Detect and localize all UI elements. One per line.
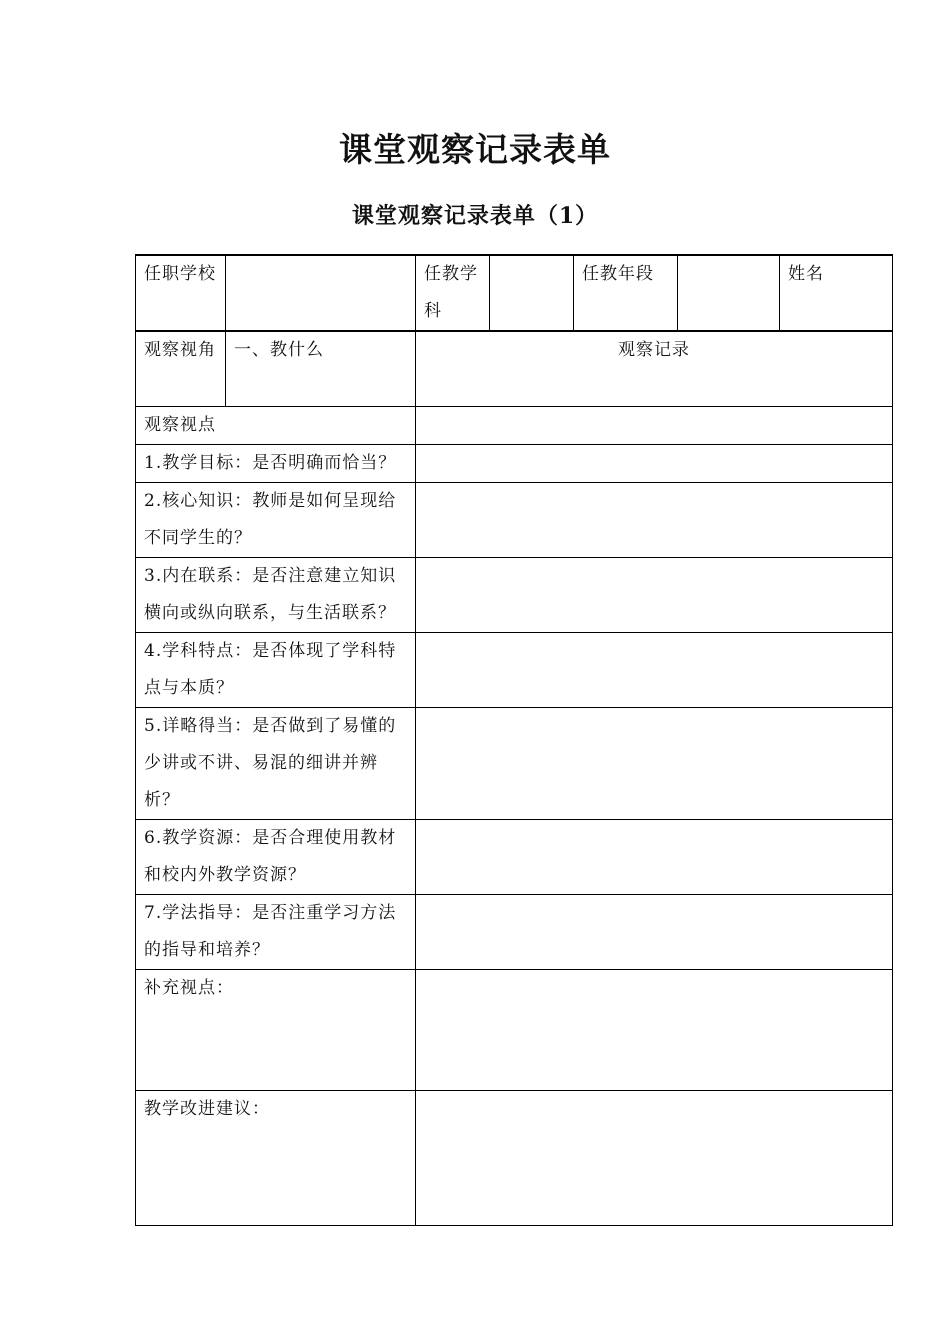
point-record-field[interactable] — [416, 557, 893, 632]
subject-label: 任教学科 — [416, 255, 490, 331]
record-header: 观察记录 — [416, 331, 893, 406]
points-header-record — [416, 406, 893, 444]
header-row — [136, 255, 893, 331]
school-field[interactable] — [226, 255, 416, 331]
angle-label: 观察视角 — [136, 331, 226, 406]
table-row — [136, 707, 893, 819]
point-text: 4.学科特点：是否体现了学科特点与本质？ — [136, 632, 416, 707]
document-subtitle: 课堂观察记录表单（1） — [351, 203, 599, 229]
point-text: 7.学法指导：是否注重学习方法的指导和培养？ — [136, 894, 416, 969]
subject-field[interactable] — [490, 255, 574, 331]
name-label: 姓名 — [780, 255, 893, 331]
supplement-label: 补充视点： — [136, 969, 416, 1090]
point-record-field[interactable] — [416, 444, 893, 482]
point-record-field[interactable] — [416, 707, 893, 819]
table-row — [136, 557, 893, 632]
point-record-field[interactable] — [416, 482, 893, 557]
observation-form-table — [135, 254, 893, 1226]
school-label: 任职学校 — [136, 255, 226, 331]
point-text: 5.详略得当：是否做到了易懂的少讲或不讲、易混的细讲并辨析？ — [136, 707, 416, 819]
point-record-field[interactable] — [416, 632, 893, 707]
table-row — [136, 482, 893, 557]
suggestion-label: 教学改进建议： — [136, 1090, 416, 1225]
point-record-field[interactable] — [416, 894, 893, 969]
supplement-row — [136, 969, 893, 1090]
point-text: 1.教学目标：是否明确而恰当？ — [136, 444, 416, 482]
table-row — [136, 444, 893, 482]
document-title: 课堂观察记录表单 — [339, 130, 611, 169]
suggestion-row — [136, 1090, 893, 1225]
table-row — [136, 632, 893, 707]
point-text: 6.教学资源：是否合理使用教材和校内外教学资源？ — [136, 819, 416, 894]
angle-value: 一、教什么 — [226, 331, 416, 406]
table-row — [136, 894, 893, 969]
point-text: 3.内在联系：是否注意建立知识横向或纵向联系，与生活联系？ — [136, 557, 416, 632]
point-text: 2.核心知识：教师是如何呈现给不同学生的？ — [136, 482, 416, 557]
supplement-field[interactable] — [416, 969, 893, 1090]
grade-label: 任教年段 — [574, 255, 678, 331]
table-row — [136, 819, 893, 894]
angle-row — [136, 331, 893, 406]
points-header: 观察视点 — [136, 406, 416, 444]
point-record-field[interactable] — [416, 819, 893, 894]
grade-field[interactable] — [678, 255, 780, 331]
suggestion-field[interactable] — [416, 1090, 893, 1225]
points-header-row — [136, 406, 893, 444]
